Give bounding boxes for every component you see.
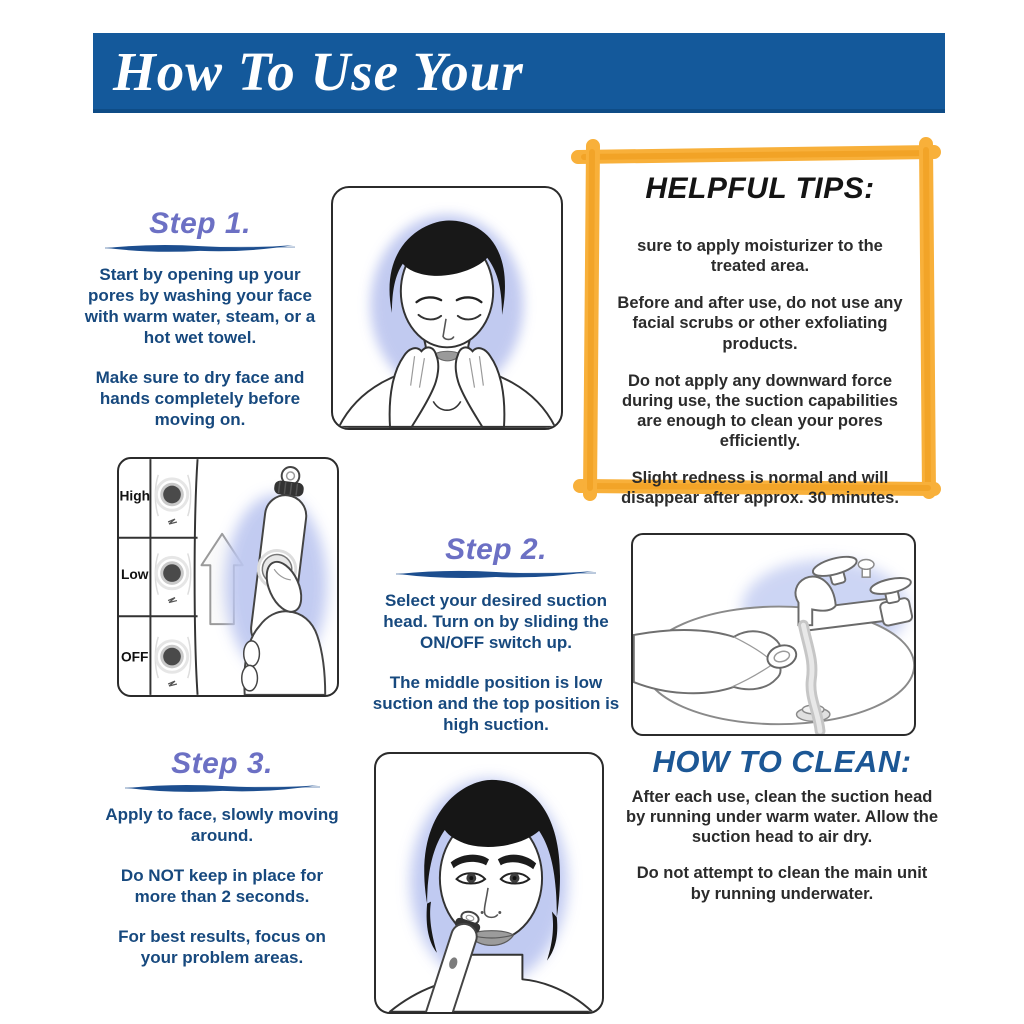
how-to-clean-title: HOW TO CLEAN: <box>652 744 912 779</box>
switch-row-low <box>155 553 190 602</box>
tip-paragraph: Slight redness is normal and will disappear after approx. 30 minutes. <box>621 469 899 508</box>
tip-paragraph: sure to apply moisturizer to the treated area. <box>637 237 883 276</box>
illustration-applying-device-to-face <box>374 752 604 1014</box>
section-step-3 <box>98 747 346 987</box>
illustration-rinse-under-faucet <box>631 533 916 736</box>
illustration-device-switch-positions <box>117 457 339 697</box>
brush-underline-icon <box>105 242 295 254</box>
off-label: OFF <box>120 649 149 665</box>
high-label: High <box>119 488 150 504</box>
page-title: How To Use Your <box>113 40 524 102</box>
switch-button-high <box>163 486 181 504</box>
switch-row-off <box>155 637 190 686</box>
clean-paragraph: Do not attempt to clean the main unit by running underwater. <box>636 864 928 903</box>
step-2-paragraph: Select your desired suction head. Turn on by sliding the ON/OFF switch up. <box>383 591 609 653</box>
faucet-rinse-drawing <box>633 535 914 734</box>
step-3-paragraph: For best results, focus on your problem areas. <box>118 927 326 968</box>
woman-washing-face-drawing <box>333 188 561 428</box>
helpful-tips-box <box>582 142 938 508</box>
power-glyph-icon <box>168 681 177 686</box>
switch-row-high <box>155 475 190 524</box>
shoulders <box>390 955 592 1012</box>
step-3-paragraph: Do NOT keep in place for more than 2 seconds. <box>120 866 324 907</box>
step-2-paragraph: The middle position is low suction and the top position is high suction. <box>372 673 620 735</box>
brush-underline-icon <box>391 568 601 580</box>
step-3-title: Step 3. <box>171 747 273 780</box>
section-step-1 <box>78 207 322 450</box>
illustration-woman-washing-face <box>331 186 563 430</box>
hand <box>634 630 781 693</box>
section-step-2 <box>372 533 620 754</box>
finger-bump <box>242 665 258 691</box>
brush-underline-icon <box>125 782 320 794</box>
step-2-title: Step 2. <box>445 533 547 566</box>
finger-bump <box>244 641 260 667</box>
device-switch-drawing <box>119 459 337 695</box>
step-1-paragraph: Start by opening up your pores by washing your face with warm water, steam, or a hot wet towel. <box>84 265 316 348</box>
power-glyph-icon <box>168 519 177 524</box>
helpful-tips-title: HELPFUL TIPS: <box>645 172 875 205</box>
power-glyph-icon <box>168 598 177 603</box>
clean-paragraph: After each use, clean the suction head by running under warm water. Allow the suction head to air dry. <box>626 788 939 847</box>
header-banner <box>93 33 945 113</box>
panel-divider-line <box>195 459 198 695</box>
tip-paragraph: Do not apply any downward force during use, the suction capabilities are enough to clean your pores efficiently. <box>622 371 898 450</box>
switch-button-off <box>163 648 181 666</box>
step-1-title: Step 1. <box>149 207 251 240</box>
step-1-paragraph: Make sure to dry face and hands completely before moving on. <box>95 368 305 430</box>
how-to-clean-section <box>626 744 938 920</box>
step-3-paragraph: Apply to face, slowly moving around. <box>105 805 339 846</box>
switch-button-low <box>163 564 181 582</box>
eye-left <box>457 873 485 883</box>
eye-right <box>501 873 529 883</box>
low-label: Low <box>120 566 149 582</box>
face-device-drawing <box>376 754 602 1012</box>
tip-paragraph: Before and after use, do not use any facial scrubs or other exfoliating products. <box>617 294 903 353</box>
